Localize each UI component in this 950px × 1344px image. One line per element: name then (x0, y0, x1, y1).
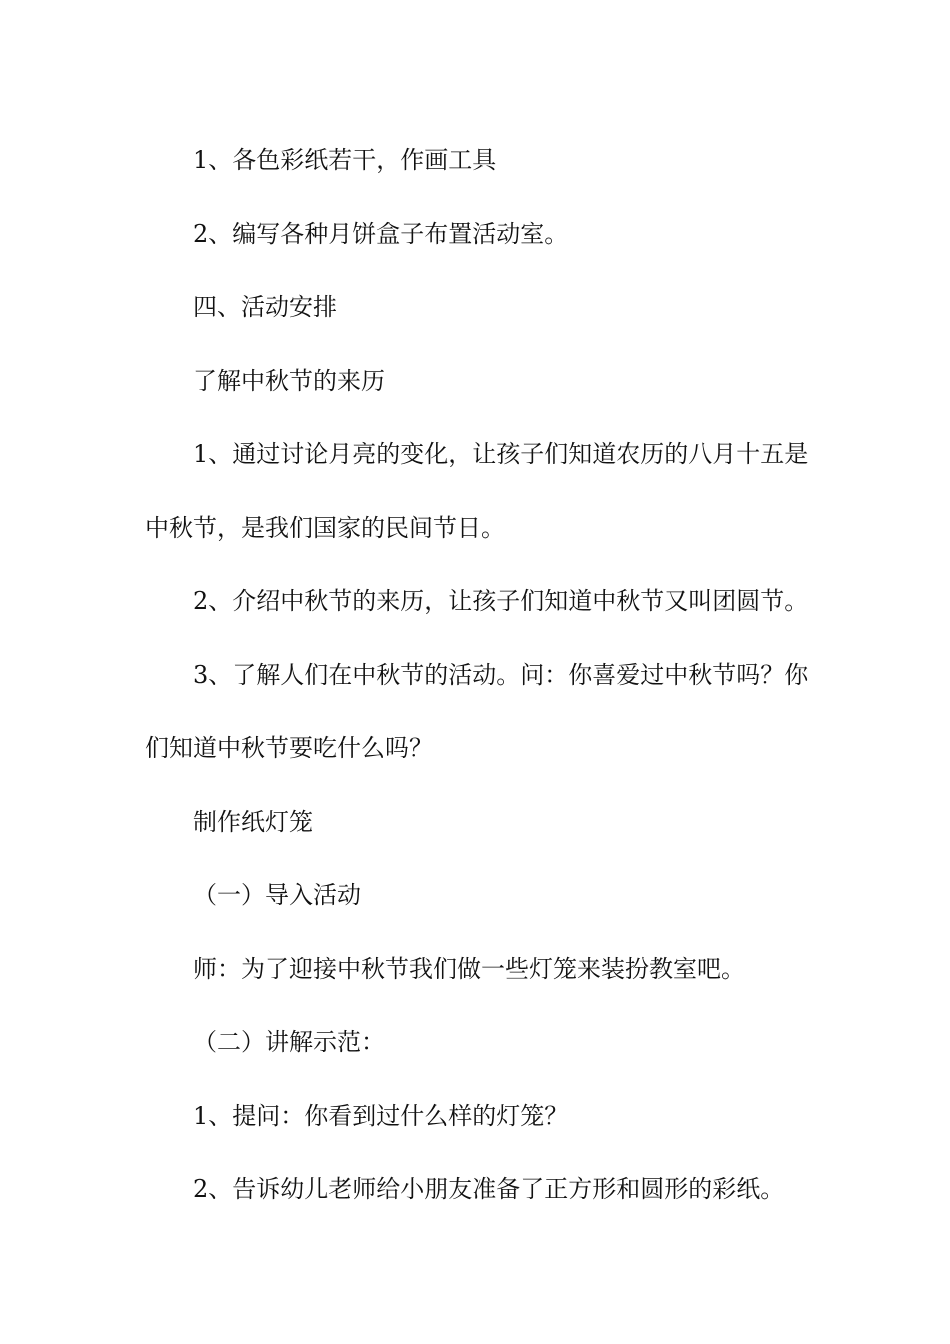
subheading-introduction: （一）导入活动 (193, 881, 361, 909)
document-body (145, 124, 810, 1227)
paragraph-origin-3: 3、了解人们在中秋节的活动。问：你喜爱过中秋节吗？你们知道中秋节要吃什么吗？ (145, 660, 809, 762)
subheading-demonstration: （二）讲解示范： (193, 1028, 385, 1056)
subheading-paper-lantern: 制作纸灯笼 (193, 807, 313, 836)
paragraph-demo-1: 1、提问：你看到过什么样的灯笼？ (193, 1101, 569, 1130)
paragraph-teacher-line: 师：为了迎接中秋节我们做一些灯笼来装扮教室吧。 (193, 954, 745, 983)
paragraph-materials-2: 2、编写各种月饼盒子布置活动室。 (193, 219, 569, 248)
paragraph-origin-2: 2、介绍中秋节的来历，让孩子们知道中秋节又叫团圆节。 (193, 587, 809, 615)
section-heading-activity-plan: 四、活动安排 (193, 293, 337, 321)
paragraph-origin-1: 1、通过讨论月亮的变化，让孩子们知道农历的八月十五是中秋节，是我们国家的民间节日。 (145, 440, 809, 542)
subheading-festival-origin: 了解中秋节的来历 (193, 366, 385, 395)
paragraph-demo-2: 2、告诉幼儿老师给小朋友准备了正方形和圆形的彩纸。 (193, 1175, 785, 1203)
paragraph-materials-1: 1、各色彩纸若干，作画工具 (193, 146, 497, 174)
